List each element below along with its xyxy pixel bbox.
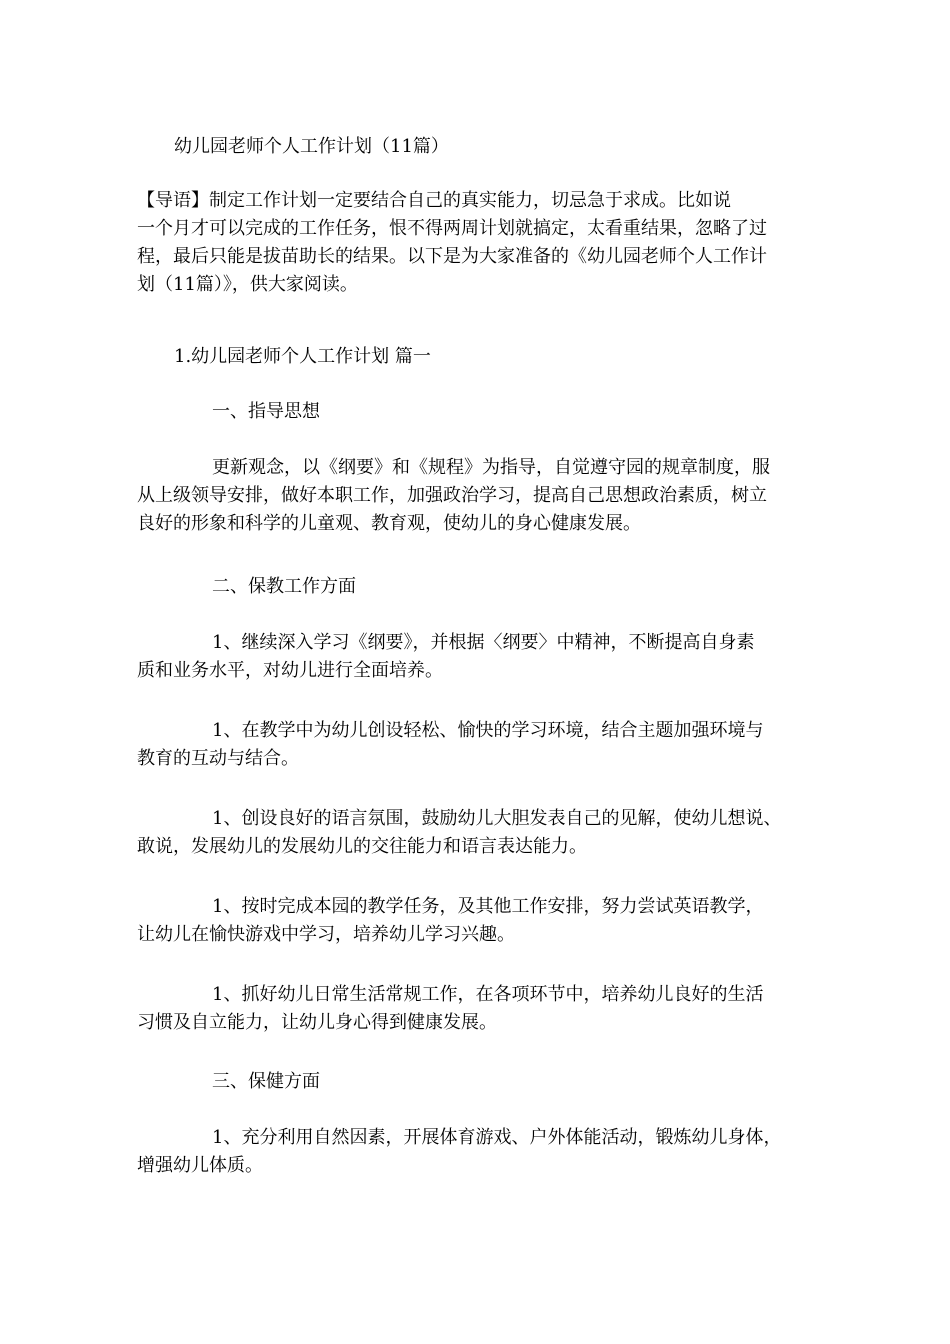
- paragraph-guiding-thought: 更新观念，以《纲要》和《规程》为指导，自觉遵守园的规章制度，服 从上级领导安排，做好本职工作，加强政治学习，提高自己思想政治素质，树立 良好的形象和科学的儿童观、教育观，使幼儿的身心健康发展。: [137, 457, 770, 534]
- subheading-health-care: 三、保健方面: [212, 1071, 320, 1092]
- paragraph-teaching-3: 1、创设良好的语言氛围，鼓励幼儿大胆发表自己的见解，使幼儿想说、 敢说，发展幼儿的发展幼儿的交往能力和语言表达能力。: [137, 808, 782, 857]
- subheading-guiding-thought: 一、指导思想: [212, 401, 320, 422]
- paragraph-teaching-1: 1、继续深入学习《纲要》，并根据〈纲要〉中精神，不断提高自身素 质和业务水平，对幼儿进行全面培养。: [137, 632, 755, 681]
- paragraph-health-1: 1、充分利用自然因素，开展体育游戏、户外体能活动，锻炼幼儿身体， 增强幼儿体质。: [137, 1127, 782, 1176]
- section-heading: 1.幼儿园老师个人工作计划 篇一: [174, 346, 431, 367]
- document-title: 幼儿园老师个人工作计划（11篇）: [174, 136, 449, 157]
- subheading-teaching-work: 二、保教工作方面: [212, 576, 356, 597]
- intro-paragraph: 【导语】制定工作计划一定要结合自己的真实能力，切忌急于求成。比如说 一个月才可以完成的工作任务，恨不得两周计划就搞定，太看重结果，忽略了过 程，最后只能是拔苗助长的结果。以下是为大家准备的《幼儿园老师个人工作计 划（11篇）》，供大家阅读。: [137, 190, 767, 295]
- paragraph-teaching-2: 1、在教学中为幼儿创设轻松、愉快的学习环境，结合主题加强环境与 教育的互动与结合。: [137, 720, 764, 769]
- paragraph-teaching-4: 1、按时完成本园的教学任务，及其他工作安排，努力尝试英语教学， 让幼儿在愉快游戏中学习，培养幼儿学习兴趣。: [137, 896, 764, 945]
- paragraph-teaching-5: 1、抓好幼儿日常生活常规工作，在各项环节中，培养幼儿良好的生活 习惯及自立能力，让幼儿身心得到健康发展。: [137, 984, 764, 1033]
